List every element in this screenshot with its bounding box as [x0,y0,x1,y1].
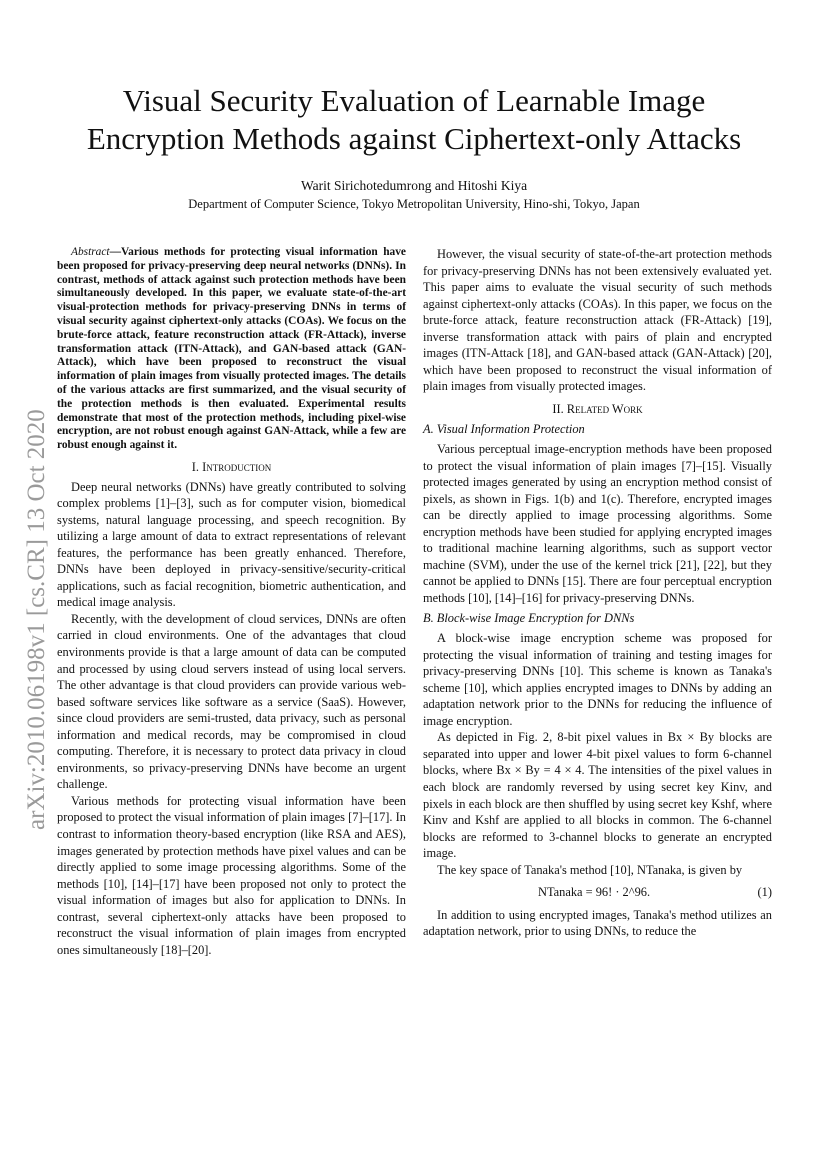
affiliation: Department of Computer Science, Tokyo Metropolitan University, Hino-shi, Tokyo, Japan [188,197,640,211]
paper-title [0,82,828,158]
arxiv-stamp[interactable]: arXiv:2010.06198v1 [cs.CR] 13 Oct 2020 [23,409,50,830]
abstract-lead: Abstract [71,246,110,258]
related-b-paragraph-4: In addition to using encrypted images, Tanaka's method utilizes an adaptation network, prior to using DNNs, to reduce the [423,907,772,939]
right-column [423,246,772,940]
subsection-heading-a: A. Visual Information Protection [423,422,585,437]
section-heading-related-work: II. Related Work [552,401,643,416]
intro-paragraph-3: Various methods for protecting visual information have been proposed to protect the visual information of plain images [7]–[17]. In contrast to information theory-based encryption (like RSA and AES), images generated by protection methods have pixel values and can be directly applied to some image processing algorithms. Some of the methods [10], [14]–[17] have been proposed not only to protect the visual information of images but also for application to DNNs. In contrast, several ciphertext-only attacks have been proposed to reconstruct the visual information of plain images from encrypted ones simultaneously [18]–[20]. [57,793,406,957]
title-line-2: Encryption Methods against Ciphertext-only Attacks [86,121,742,156]
abstract-text: —Various methods for protecting visual information have been proposed for privacy-preserving deep neural networks (DNNs). In contrast, methods of attack against such protection methods have been simultaneously developed. In this paper, we evaluate state-of-the-art visual-protection methods for privacy-preserving DNNs in terms of visual security against ciphertext-only attacks (COAs). We focus on the brute-force attack, feature reconstruction attack (FR-Attack), inverse transformation attack (ITN-Attack), and GAN-based attack (GAN-Attack), which have been proposed to reconstruct the visual information of plain images from visually protected images. The details of the various attacks are first summarized, and the visual security of the protection methods is then evaluated. Experimental results demonstrate that most of the protection methods, including pixel-wise encryption, are not robust enough against GAN-Attack, while a few are robust enough against it. [57,246,406,452]
related-a-paragraph: Various perceptual image-encryption methods have been proposed to protect the visual information of plain images [7]–[15]. Visually protected images generated by using an encryption method consist of pixels, as shown in Figs. 1(b) and 1(c). Therefore, encrypted images can be directly applied to image processing algorithms. Some encryption methods have been studied for applying encrypted images to traditional machine learning algorithms, such as support vector machine (SVM), under the use of the kernel trick [21], [22], but they cannot be applied to DNNs [15]. There are four perceptual encryption methods [10], [14]–[16] for privacy-preserving DNNs. [423,442,772,605]
intro-paragraph-4: However, the visual security of state-of-the-art protection methods for privacy-preserving DNNs has not been extensively evaluated yet. This paper aims to evaluate the visual security of such methods against ciphertext-only attacks (COAs). In this paper, we focus on the brute-force attack, feature reconstruction attack (FR-Attack) [19], inverse transformation attack with pairs of plain and encrypted images (ITN-Attack [18], and GAN-based attack (GAN-Attack) [20], which have been proposed to reconstruct the visual information of plain images from visually protected images. [423,247,772,394]
equation-body: NTanaka = 96! · 2^96. [538,885,651,900]
intro-paragraph-1: Deep neural networks (DNNs) have greatly contributed to solving complex problems [1]–[3], such as for computer vision, biomedical systems, natural language processing, and speech recognition. By utilizing a large amount of data to extract representations of relevant features, the performance has been greatly enhanced. Therefore, DNNs have been deployed in privacy-sensitive/security-critical applications, such as facial recognition, biometric authentication, and medical image analysis. [57,479,406,610]
left-column [57,246,406,958]
equation-number: (1) [757,885,772,900]
related-b-paragraph-3: The key space of Tanaka's method [10], NTanaka, is given by [437,862,743,877]
subsection-heading-b: B. Block-wise Image Encryption for DNNs [423,611,635,626]
title-line-1: Visual Security Evaluation of Learnable Image [122,83,706,118]
authors: Warit Sirichotedumrong and Hitoshi Kiya [300,178,528,193]
related-b-paragraph-1: A block-wise image encryption scheme was proposed for protecting the visual information of training and testing images for privacy-preserving DNNs [10]. This scheme is known as Tanaka's scheme [10], which applies encrypted images to DNNs by adding an adaptation network prior to the DNNs for reducing the influence of image encryption. [423,631,772,728]
section-heading-introduction: I. Introduction [191,459,272,474]
intro-paragraph-2: Recently, with the development of cloud services, DNNs are often carried in cloud environments. One of the advantages that cloud environments provide is that a large amount of data can be computed and processed by using cloud servers instead of using local servers. The other advantage is that cloud providers can provide various web-based software services like software as a service (SaaS). However, since cloud providers are semi-trusted, data privacy, such as personal information and medical records, may be compromised in cloud computing. Therefore, it is necessary to protect data privacy in cloud environments, so privacy-preserving DNNs have become an urgent challenge. [57,611,406,792]
related-b-paragraph-2: As depicted in Fig. 2, 8-bit pixel values in Bx × By blocks are separated into upper and lower 4-bit pixel values to form 6-channel blocks, where Bx × By = 4 × 4. The intensities of the pixel values in each block are randomly reversed by using secret key Kinv, and pixels in each block are then shuffled by using secret key Kshf, where Kinv and Kshf are applied to all blocks in common. The 6-channel blocks are reformed to 3-channel blocks to generate an encrypted image. [423,730,772,861]
abstract [57,246,406,453]
equation-1 [423,884,772,901]
